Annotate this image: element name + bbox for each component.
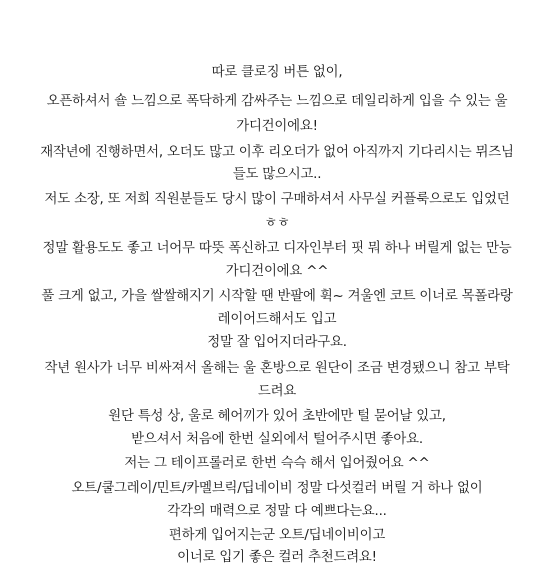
text-line: 가디건이에요! [236,119,318,134]
text-line: 드려요 [257,384,297,399]
text-line: 각각의 매력으로 정말 다 예쁘다는요... [167,504,387,519]
text-line: 받으셔서 처음에 한번 실외에서 털어주시면 좋아요. [131,432,423,447]
text-line: 따로 클로징 버튼 없이, [211,65,343,80]
text-line: 재작년에 진행하면서, 오더도 많고 이후 리오더가 없어 아직까지 기다리시는 뮈즈님 [40,145,514,160]
text-line: ㅎㅎ [264,216,290,231]
text-line: 풀 크게 없고, 가을 쌀쌀해지기 시작할 땐 반팔에 휙~ 겨울엔 코트 이너로 목폴라랑 [41,289,513,304]
text-line: 오트/쿨그레이/민트/카멜브릭/딥네이비 정말 다섯컬러 버릴 거 하나 없이 [71,481,483,496]
text-line: 저도 소장, 또 저희 직원분들도 당시 많이 구매하셔서 사무실 커플룩으로도 입었던 [44,192,510,207]
text-line: 들도 많으시고.. [232,167,322,182]
text-line: 정말 활용도도 좋고 너어무 따뜻 폭신하고 디자인부터 핏 뭐 하나 버릴게 없는 만능 [42,241,512,256]
text-line: 저는 그 테이프롤러로 한번 슥슥 해서 입어줬어요 ^^ [124,456,430,471]
text-line: 가디건이에요 ^^ [225,264,329,279]
text-line: 원단 특성 상, 울로 헤어끼가 있어 초반에만 털 묻어날 있고, [108,409,446,424]
text-line: 오픈하셔서 숄 느낌으로 폭닥하게 감싸주는 느낌으로 데일리하게 입을 수 있는 울 [46,94,508,109]
text-line: 편하게 입어지는군 오트/딥네이비이고 [168,528,386,543]
text-line: 작년 원사가 너무 비싸져서 올해는 울 혼방으로 원단이 조금 변경됐으니 참고 부탁 [44,361,510,376]
text-line: 정말 잘 입어지더라구요. [207,335,347,350]
text-line: 이너로 입기 좋은 컬러 추천드려요! [177,550,377,565]
text-line: 레이어드해서도 입고 [217,312,337,327]
